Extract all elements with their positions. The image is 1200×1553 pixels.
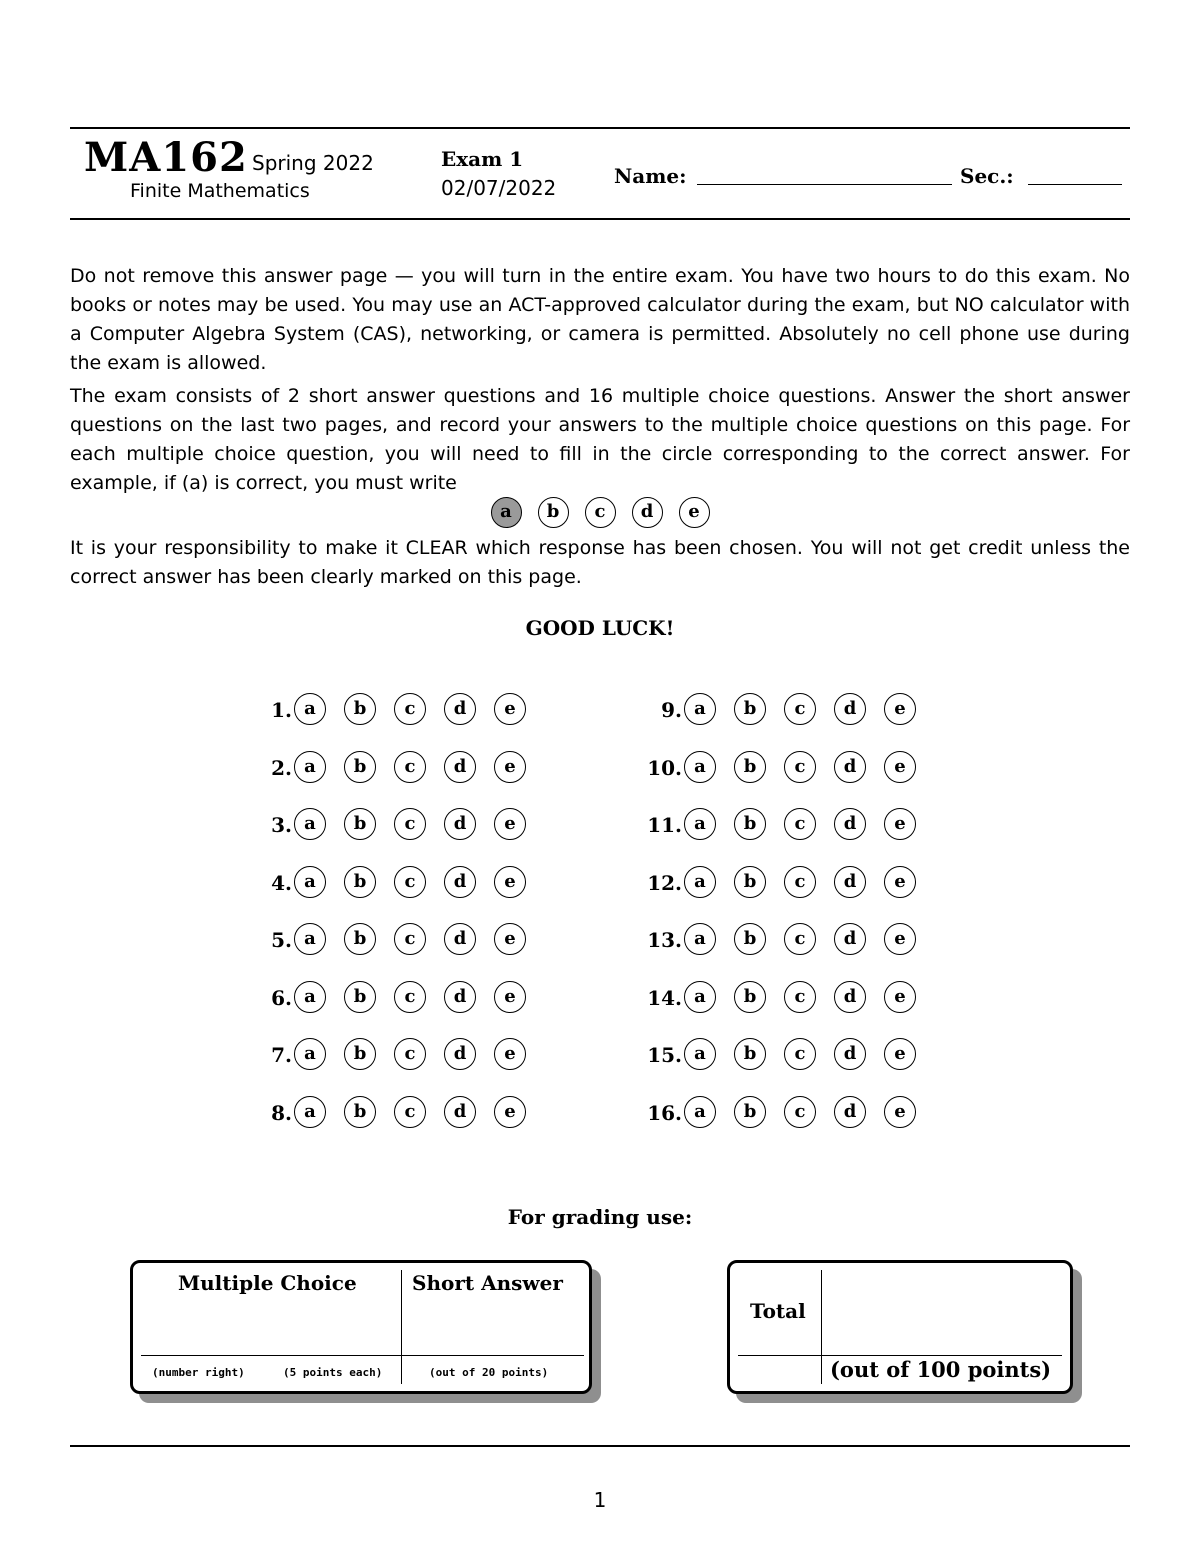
answer-bubble-d[interactable]: d xyxy=(834,1038,866,1070)
page-number: 1 xyxy=(593,1488,607,1512)
answer-bubble-b[interactable]: b xyxy=(344,981,376,1013)
answer-bubble-d[interactable]: d xyxy=(444,808,476,840)
answer-bubble-a[interactable]: a xyxy=(684,693,716,725)
question-row xyxy=(240,981,535,1039)
course-title: Finite Mathematics xyxy=(130,180,310,202)
instructions-paragraph-3: It is your responsibility to make it CLEAR which response has been chosen. You will not get credit unless the correct answer has been clearly marked on this page. xyxy=(70,537,1130,588)
answer-bubble-a[interactable]: a xyxy=(294,1096,326,1128)
section-label: Sec.: xyxy=(960,164,1014,188)
name-field[interactable] xyxy=(697,184,952,185)
grading-title: For grading use: xyxy=(507,1205,693,1229)
grading-box-scores xyxy=(130,1260,592,1394)
answer-bubble-c[interactable]: c xyxy=(394,808,426,840)
answer-bubble-e[interactable]: e xyxy=(494,981,526,1013)
answer-bubble-c[interactable]: c xyxy=(394,923,426,955)
answer-bubble-b[interactable]: b xyxy=(344,1096,376,1128)
question-number: 7. xyxy=(271,1043,292,1067)
answer-bubble-b[interactable]: b xyxy=(734,1038,766,1070)
answer-bubble-e[interactable]: e xyxy=(884,923,916,955)
answer-bubble-d[interactable]: d xyxy=(834,808,866,840)
total-label: Total xyxy=(750,1299,806,1323)
question-number: 1. xyxy=(271,698,292,722)
question-number: 9. xyxy=(661,698,682,722)
question-row xyxy=(630,923,925,981)
answer-bubble-e[interactable]: e xyxy=(884,866,916,898)
answer-bubble-a[interactable]: a xyxy=(684,866,716,898)
question-number: 2. xyxy=(271,755,292,780)
answer-bubble-b[interactable]: b xyxy=(344,751,376,783)
answer-bubble-a[interactable]: a xyxy=(294,923,326,955)
answer-bubble-d[interactable]: d xyxy=(834,751,866,783)
answer-bubble-a[interactable]: a xyxy=(684,751,716,783)
answer-bubble-b[interactable]: b xyxy=(734,866,766,898)
answer-bubble-b[interactable]: b xyxy=(344,693,376,725)
multiple-choice-header: Multiple Choice xyxy=(178,1271,357,1295)
question-number: 6. xyxy=(271,985,292,1010)
question-number: 13. xyxy=(647,928,682,952)
grading-line xyxy=(141,1355,584,1356)
question-row xyxy=(630,808,925,866)
example-bubble-e: e xyxy=(679,497,710,528)
mc-number-right-note: (number right) xyxy=(152,1366,245,1379)
answer-bubble-e[interactable]: e xyxy=(494,1096,526,1128)
total-points-note: (out of 100 points) xyxy=(830,1357,1052,1382)
mc-points-note: (5 points each) xyxy=(283,1366,383,1379)
answer-bubble-d[interactable]: d xyxy=(834,923,866,955)
question-number: 12. xyxy=(647,870,682,895)
answer-bubble-a[interactable]: a xyxy=(684,1038,716,1070)
example-bubble-a: a xyxy=(491,497,522,528)
answer-bubble-a[interactable]: a xyxy=(294,751,326,783)
answer-bubble-a[interactable]: a xyxy=(294,808,326,840)
question-row xyxy=(240,693,535,751)
answer-bubble-a[interactable]: a xyxy=(294,1038,326,1070)
answer-bubble-c[interactable]: c xyxy=(394,693,426,725)
answer-bubble-c[interactable]: c xyxy=(394,866,426,898)
course-code: MA162 xyxy=(84,134,248,181)
answer-bubble-b[interactable]: b xyxy=(734,1096,766,1128)
answer-bubble-d[interactable]: d xyxy=(834,1096,866,1128)
question-row xyxy=(630,1096,925,1154)
answer-bubble-e[interactable]: e xyxy=(494,866,526,898)
answer-bubble-b[interactable]: b xyxy=(734,751,766,783)
header-top-rule xyxy=(70,127,1130,129)
answer-column-left xyxy=(240,693,535,1153)
term: Spring 2022 xyxy=(252,151,374,175)
answer-bubble-c[interactable]: c xyxy=(394,1038,426,1070)
answer-bubble-e[interactable]: e xyxy=(494,693,526,725)
answer-bubble-b[interactable]: b xyxy=(734,923,766,955)
answer-bubble-d[interactable]: d xyxy=(834,866,866,898)
answer-bubble-c[interactable]: c xyxy=(784,923,816,955)
answer-bubble-e[interactable]: e xyxy=(884,1038,916,1070)
question-number: 4. xyxy=(271,870,292,895)
instructions-paragraph-2: The exam consists of 2 short answer questions and 16 multiple choice questions. Answer the short answer questions on the last two pages, and record your answers to the multiple choice questions on this page. For each multiple choice question, you will need to fill in the circle corresponding to the correct answer. For example, if (a) is correct, you must write xyxy=(70,385,1130,494)
question-row xyxy=(240,808,535,866)
question-row xyxy=(240,751,535,809)
example-bubble-b: b xyxy=(538,497,569,528)
answer-bubble-a[interactable]: a xyxy=(684,1096,716,1128)
question-row xyxy=(630,866,925,924)
answer-bubble-c[interactable]: c xyxy=(784,981,816,1013)
short-answer-header: Short Answer xyxy=(412,1271,563,1295)
answer-bubble-e[interactable]: e xyxy=(494,808,526,840)
answer-bubble-c[interactable]: c xyxy=(784,1096,816,1128)
answer-bubble-e[interactable]: e xyxy=(884,808,916,840)
question-row xyxy=(240,1038,535,1096)
answer-bubble-d[interactable]: d xyxy=(444,866,476,898)
exam-date: 02/07/2022 xyxy=(441,176,557,200)
good-luck-heading: GOOD LUCK! xyxy=(525,616,675,640)
footer-rule xyxy=(70,1445,1130,1447)
question-row xyxy=(240,923,535,981)
answer-bubble-d[interactable]: d xyxy=(444,981,476,1013)
header-bottom-rule xyxy=(70,218,1130,220)
answer-bubble-b[interactable]: b xyxy=(344,1038,376,1070)
answer-bubble-c[interactable]: c xyxy=(394,751,426,783)
question-number: 14. xyxy=(647,985,682,1010)
answer-bubble-e[interactable]: e xyxy=(884,693,916,725)
question-number: 15. xyxy=(647,1043,682,1067)
answer-bubble-e[interactable]: e xyxy=(494,1038,526,1070)
instructions-paragraph-1: Do not remove this answer page — you will turn in the entire exam. You have two hours to do this exam. No books or notes may be used. You may use an ACT-approved calculator during the exam, but NO calculator with a Computer Algebra System (CAS), networking, or camera is permitted. Absolutely no cell phone use during the exam is allowed. xyxy=(70,265,1130,374)
answer-bubble-d[interactable]: d xyxy=(444,751,476,783)
total-line xyxy=(738,1355,1062,1356)
grading-box-total xyxy=(727,1260,1073,1394)
answer-bubble-c[interactable]: c xyxy=(784,693,816,725)
answer-bubble-c[interactable]: c xyxy=(394,981,426,1013)
question-row xyxy=(630,1038,925,1096)
question-row xyxy=(240,1096,535,1154)
answer-bubble-d[interactable]: d xyxy=(444,1096,476,1128)
answer-bubble-b[interactable]: b xyxy=(344,923,376,955)
section-field[interactable] xyxy=(1028,184,1122,185)
answer-bubble-d[interactable]: d xyxy=(444,923,476,955)
answer-bubble-b[interactable]: b xyxy=(344,866,376,898)
example-bubble-row xyxy=(0,497,1200,528)
answer-bubble-c[interactable]: c xyxy=(784,866,816,898)
answer-bubble-c[interactable]: c xyxy=(784,751,816,783)
answer-bubble-a[interactable]: a xyxy=(684,808,716,840)
example-bubble-d: d xyxy=(632,497,663,528)
question-number: 5. xyxy=(271,928,292,952)
answer-bubble-b[interactable]: b xyxy=(734,808,766,840)
answer-bubble-b[interactable]: b xyxy=(734,981,766,1013)
answer-bubble-a[interactable]: a xyxy=(684,981,716,1013)
answer-bubble-c[interactable]: c xyxy=(784,1038,816,1070)
answer-bubble-b[interactable]: b xyxy=(734,693,766,725)
answer-bubble-d[interactable]: d xyxy=(444,693,476,725)
example-bubble-c: c xyxy=(585,497,616,528)
question-row xyxy=(240,866,535,924)
answer-column-right xyxy=(630,693,925,1153)
question-number: 8. xyxy=(271,1100,292,1125)
question-number: 11. xyxy=(647,813,682,837)
question-row xyxy=(630,751,925,809)
sa-points-note: (out of 20 points) xyxy=(429,1366,549,1379)
answer-bubble-e[interactable]: e xyxy=(884,981,916,1013)
question-number: 16. xyxy=(647,1100,682,1125)
answer-bubble-c[interactable]: c xyxy=(784,808,816,840)
question-row xyxy=(630,981,925,1039)
answer-bubble-e[interactable]: e xyxy=(884,751,916,783)
total-divider xyxy=(821,1270,822,1384)
question-row xyxy=(630,693,925,751)
answer-bubble-c[interactable]: c xyxy=(394,1096,426,1128)
answer-bubble-d[interactable]: d xyxy=(444,1038,476,1070)
answer-bubble-b[interactable]: b xyxy=(344,808,376,840)
answer-bubble-d[interactable]: d xyxy=(834,693,866,725)
answer-bubble-a[interactable]: a xyxy=(684,923,716,955)
answer-bubble-e[interactable]: e xyxy=(884,1096,916,1128)
question-number: 10. xyxy=(647,755,682,780)
name-label: Name: xyxy=(614,164,687,188)
answer-bubble-e[interactable]: e xyxy=(494,751,526,783)
answer-bubble-a[interactable]: a xyxy=(294,981,326,1013)
answer-bubble-e[interactable]: e xyxy=(494,923,526,955)
answer-bubble-a[interactable]: a xyxy=(294,866,326,898)
grading-divider xyxy=(401,1270,402,1384)
answer-bubble-d[interactable]: d xyxy=(834,981,866,1013)
exam-title: Exam 1 xyxy=(441,147,524,171)
question-number: 3. xyxy=(271,813,292,837)
answer-bubble-a[interactable]: a xyxy=(294,693,326,725)
